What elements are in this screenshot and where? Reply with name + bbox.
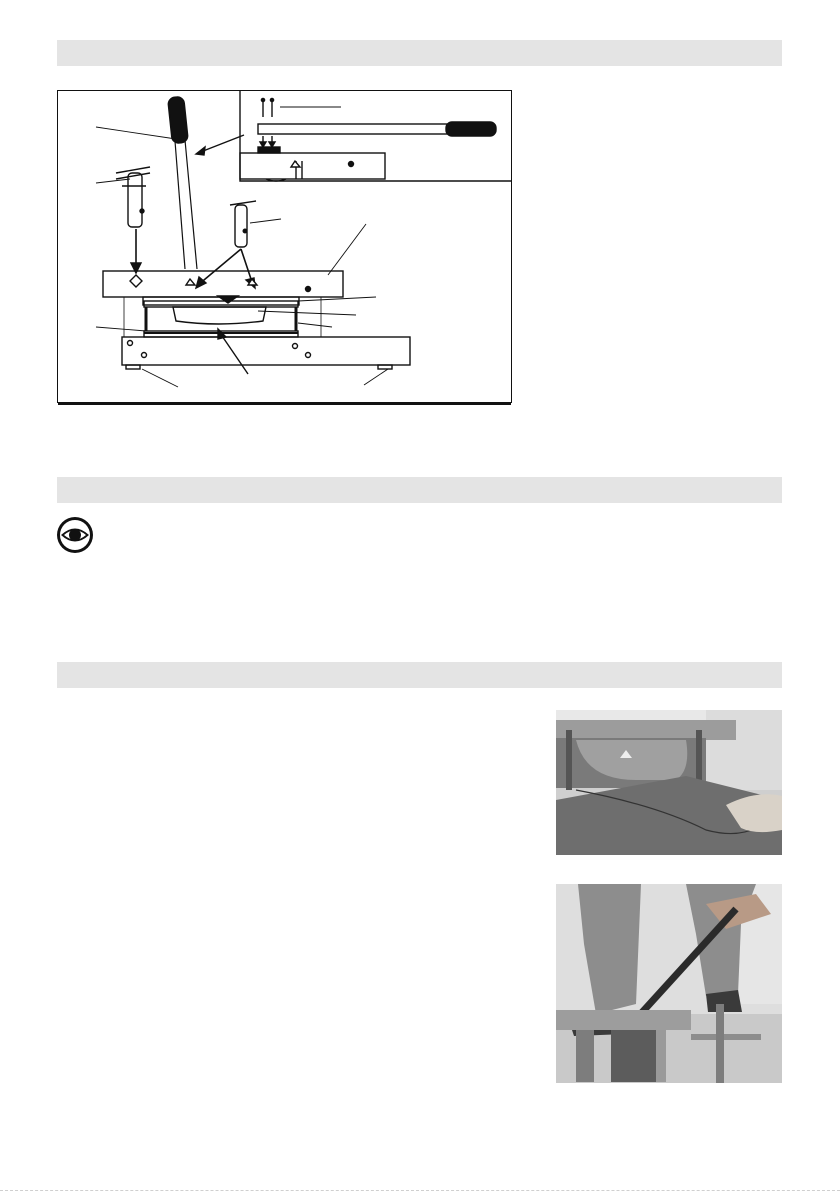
section-header-bar-3	[57, 662, 782, 688]
eye-icon	[56, 516, 94, 554]
photo-cutting-sheet-image	[556, 710, 782, 855]
assembly-diagram	[57, 90, 512, 403]
section-header-bar-1	[57, 40, 782, 66]
photo-pressing-handle-image	[556, 884, 782, 1083]
photo-pressing-handle	[556, 884, 782, 1083]
photo-cutting-sheet	[556, 710, 782, 855]
section-header-bar-2	[57, 477, 782, 503]
assembly-diagram-drawing	[58, 91, 513, 404]
